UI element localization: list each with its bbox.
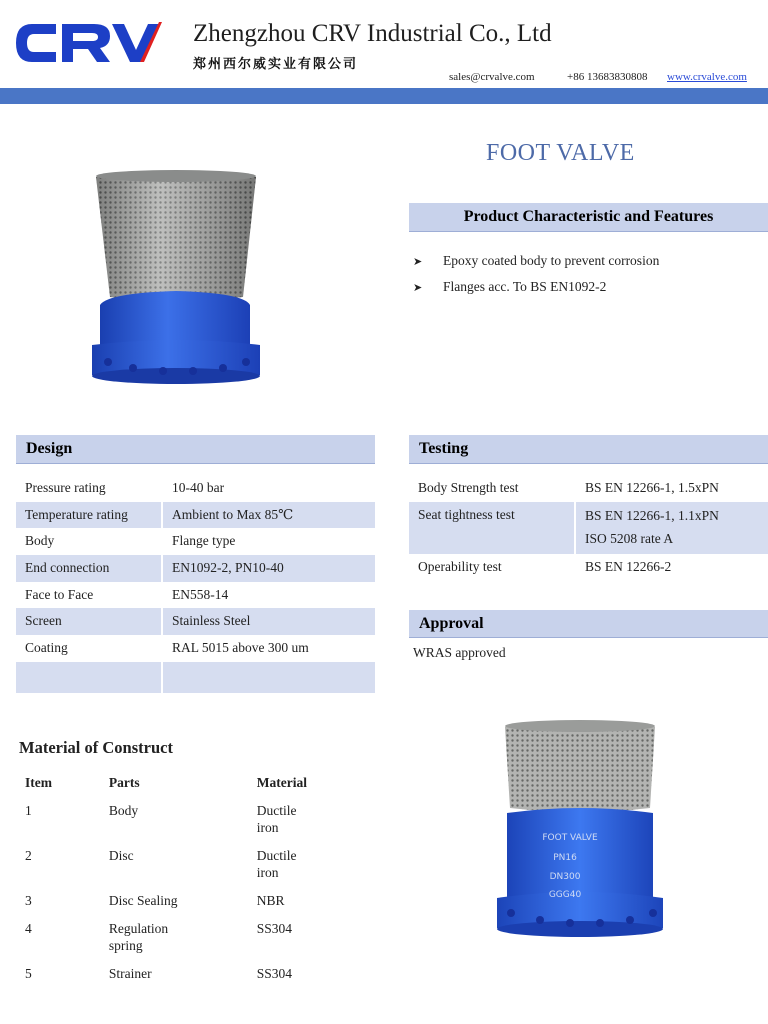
photo-label-size: DN300: [549, 872, 581, 882]
table-row: 1 Body Ductile iron: [25, 803, 297, 835]
table-row: Body Strength test BS EN 12266-1, 1.5xPN: [409, 475, 768, 502]
photo-label-model: FOOT VALVE: [542, 833, 598, 843]
table-header-row: Item Parts Material: [25, 775, 307, 790]
arrow-bullet-icon: ➤: [413, 282, 423, 294]
contact-phone: +86 13683830808: [567, 71, 648, 83]
table-row: Face to Face EN558-14: [16, 582, 375, 609]
table-row: Screen Stainless Steel: [16, 608, 375, 635]
design-table: [16, 475, 375, 693]
table-row: Coating RAL 5015 above 300 um: [16, 635, 375, 662]
testing-heading: Testing: [409, 435, 768, 464]
table-row: [16, 662, 375, 693]
approval-text: WRAS approved: [413, 645, 506, 660]
approval-heading: Approval: [409, 610, 768, 638]
table-row: End connection EN1092-2, PN10-40: [16, 555, 375, 582]
table-row: Temperature rating Ambient to Max 85℃: [16, 502, 375, 529]
table-row: 5 Strainer SS304: [25, 966, 293, 981]
foot-valve-photo-2: [485, 713, 675, 948]
table-row: 3 Disc Sealing NBR: [25, 893, 285, 908]
testing-table: [409, 475, 768, 582]
feature-item: ➤ Epoxy coated body to prevent corrosion: [413, 253, 660, 268]
table-row: Seat tightness test BS EN 12266-1, 1.1xPN ISO 5208 rate A: [409, 502, 768, 554]
crv-logo: [12, 18, 164, 68]
product-title: FOOT VALVE: [486, 140, 635, 166]
feature-item: ➤ Flanges acc. To BS EN1092-2: [413, 279, 607, 294]
photo-label-pressure: PN16: [553, 853, 577, 863]
table-row: Operability test BS EN 12266-2: [409, 554, 768, 582]
foot-valve-photo: [88, 165, 263, 395]
header-bar: [0, 88, 768, 104]
materials-heading: Material of Construct: [19, 738, 173, 757]
design-heading: Design: [16, 435, 375, 464]
features-heading: Product Characteristic and Features: [409, 203, 768, 232]
materials-table: [16, 772, 316, 990]
company-name: Zhengzhou CRV Industrial Co., Ltd: [193, 20, 552, 47]
arrow-bullet-icon: ➤: [413, 256, 423, 268]
table-row: 2 Disc Ductile iron: [25, 848, 297, 880]
table-row: Pressure rating 10-40 bar: [16, 475, 375, 502]
table-row: Body Flange type: [16, 528, 375, 555]
company-name-chinese: 郑州西尔威实业有限公司: [193, 57, 359, 72]
website-link[interactable]: www.crvalve.com: [667, 71, 747, 83]
photo-label-material: GGG40: [548, 890, 582, 900]
contact-email[interactable]: sales@crvalve.com: [449, 71, 535, 83]
table-row: 4 Regulation spring SS304: [25, 921, 293, 953]
